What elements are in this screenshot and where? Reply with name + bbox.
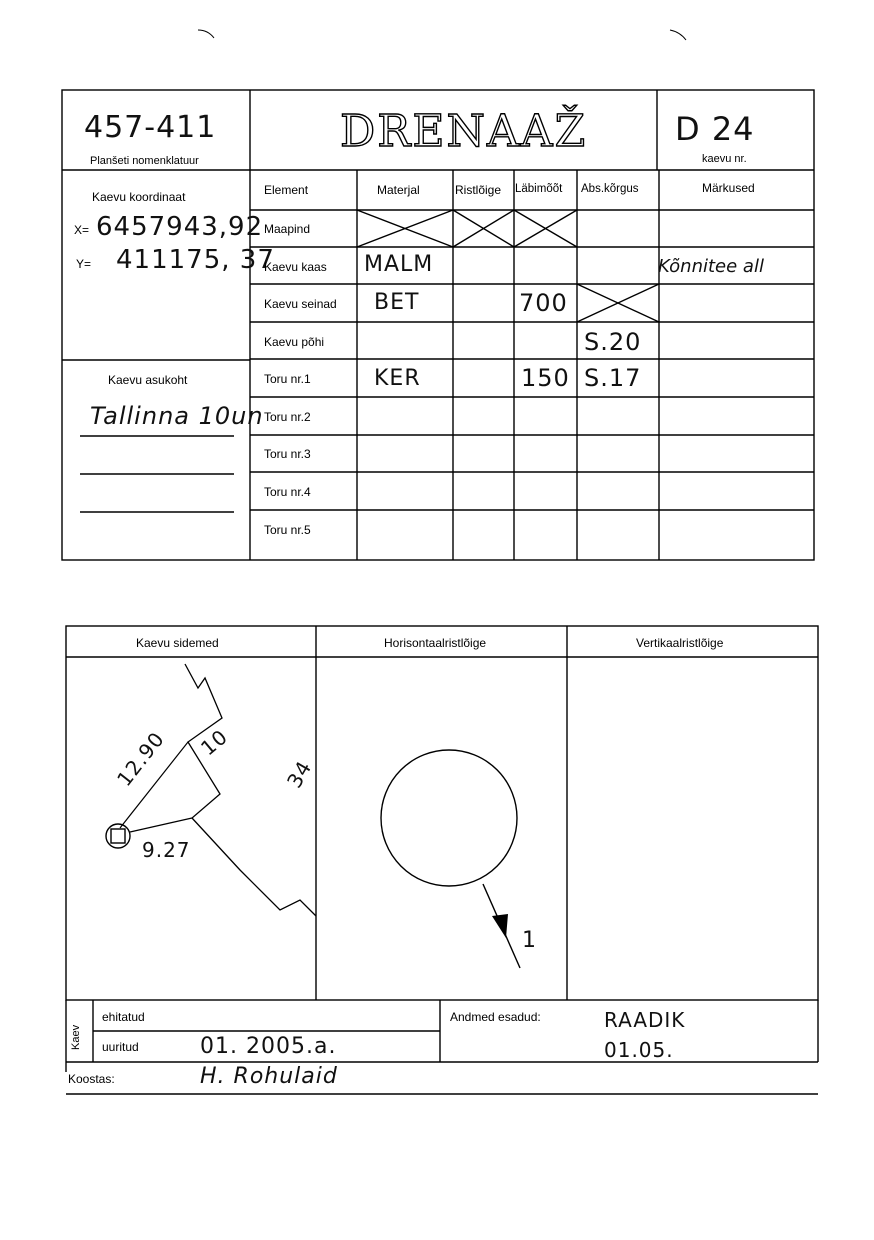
data-provided-label: Andmed esadud: — [450, 1010, 541, 1024]
row-label: Toru nr.3 — [264, 447, 311, 461]
well-symbol — [106, 824, 130, 848]
drawing-header-vertical: Vertikaalristlõige — [636, 636, 724, 650]
building-outline — [185, 664, 316, 916]
cell-labimoot: 700 — [519, 289, 568, 317]
cell-abs-korgus: S.17 — [584, 364, 642, 392]
row-label: Toru nr.2 — [264, 410, 311, 424]
row-label: Kaevu seinad — [264, 297, 337, 311]
col-header-abs-korgus: Abs.kõrgus — [581, 183, 639, 195]
x-prefix: X= — [74, 223, 90, 237]
pipe-label: 1 — [522, 928, 537, 953]
sketch-building-number: 34 — [282, 756, 317, 792]
horizontal-section — [381, 750, 520, 968]
well-number-value: D 24 — [675, 110, 755, 148]
cell-materjal: MALM — [364, 252, 434, 277]
row-label: Toru nr.5 — [264, 523, 311, 537]
renewed-value: 01. 2005.a. — [200, 1034, 337, 1059]
scan-marks — [198, 30, 686, 40]
y-prefix: Y= — [76, 257, 92, 271]
row-label: Toru nr.4 — [264, 485, 311, 499]
row-label: Kaevu põhi — [264, 335, 325, 349]
cell-materjal: BET — [374, 290, 420, 315]
coordinates-label: Kaevu koordinaat — [92, 190, 186, 204]
form-title: DRENAAŽ — [340, 106, 588, 157]
col-header-ristloige: Ristlõige — [455, 183, 502, 197]
compiled-label: Koostas: — [68, 1072, 115, 1086]
location-label: Kaevu asukoht — [108, 373, 188, 387]
col-header-markused: Märkused — [702, 181, 755, 195]
sketch-distance-3: 9.27 — [142, 838, 191, 862]
nomenclature-value: 457-411 — [84, 110, 217, 145]
cell-markused: Kõnnitee all — [658, 256, 764, 277]
drawing-header-connections: Kaevu sidemed — [136, 636, 219, 650]
pipe-arrow — [492, 914, 508, 938]
y-coordinate: 411175, 37 — [116, 245, 275, 275]
x-coordinate: 6457943,92 — [96, 212, 264, 242]
renewed-label: uuritud — [102, 1040, 139, 1054]
row-label: Toru nr.1 — [264, 372, 311, 386]
data-provided-value: RAADIK — [604, 1008, 686, 1032]
well-number-label: kaevu nr. — [702, 153, 747, 165]
col-header-element: Element — [264, 183, 309, 197]
nomenclature-label: Planšeti nomenklatuur — [90, 155, 199, 167]
col-header-materjal: Materjal — [377, 183, 420, 197]
well-side-label: Kaev — [70, 1024, 82, 1050]
row-label: Kaevu kaas — [264, 260, 327, 274]
data-provided-date: 01.05. — [604, 1038, 674, 1062]
cell-abs-korgus: S.20 — [584, 328, 642, 356]
compiled-value: H. Rohulaid — [200, 1064, 338, 1089]
location-value: Tallinna 10un — [90, 402, 264, 430]
col-header-labimoot: Läbimõõt — [515, 183, 563, 195]
row-label: Maapind — [264, 222, 311, 236]
cell-materjal: KER — [374, 366, 421, 391]
built-label: ehitatud — [102, 1010, 145, 1024]
cell-labimoot: 150 — [521, 364, 570, 392]
drawing-header-horizontal: Horisontaalristlõige — [384, 636, 487, 650]
sketch-distance-2: 10 — [196, 724, 233, 761]
sketch-distance-1: 12.90 — [112, 726, 170, 791]
